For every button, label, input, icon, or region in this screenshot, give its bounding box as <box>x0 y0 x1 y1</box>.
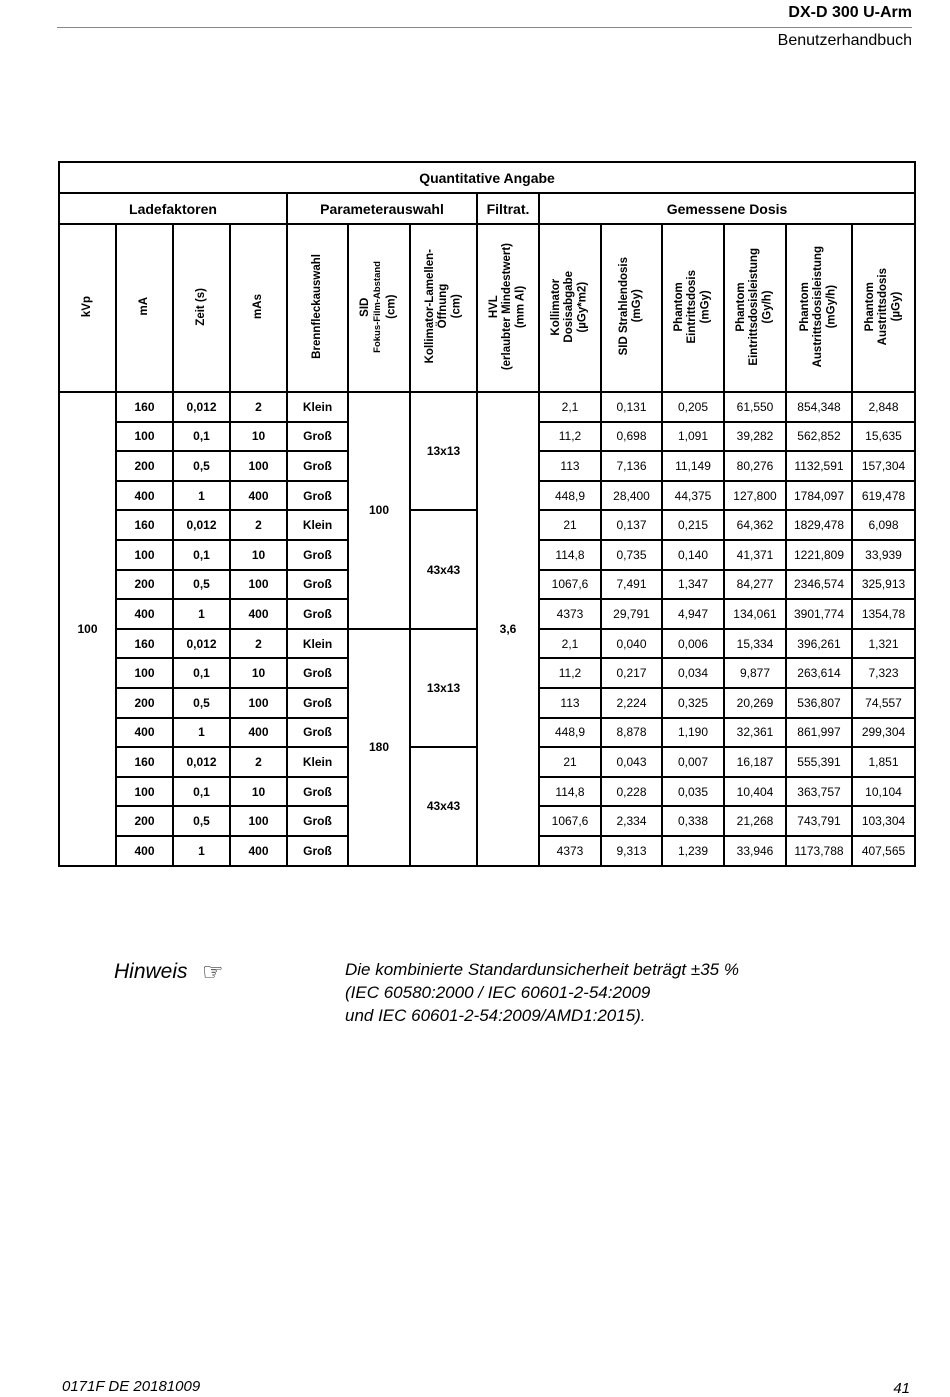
cell-kvp: 100 <box>59 392 116 866</box>
cell-hvl: 3,6 <box>477 392 539 866</box>
col-sid-strahlendosis: SID Strahlendosis (mGy) <box>601 224 662 392</box>
cell-kollimator-dosisabgabe: 4373 <box>539 836 601 866</box>
cell-brennfleck: Klein <box>287 629 348 659</box>
cell-ma: 100 <box>116 422 173 452</box>
cell-mas: 10 <box>230 422 287 452</box>
cell-zeit: 0,1 <box>173 422 230 452</box>
cell-brennfleck: Klein <box>287 747 348 777</box>
cell-ma: 400 <box>116 836 173 866</box>
cell-phantom-austrittsdosis: 407,565 <box>852 836 915 866</box>
cell-mas: 400 <box>230 718 287 748</box>
cell-phantom-eintrittsdosisleistung: 127,800 <box>724 481 786 511</box>
cell-sid-strahlendosis: 7,136 <box>601 451 662 481</box>
cell-phantom-eintrittsdosis: 1,190 <box>662 718 724 748</box>
cell-zeit: 0,1 <box>173 658 230 688</box>
cell-sid: 180 <box>348 629 410 866</box>
cell-phantom-eintrittsdosisleistung: 41,371 <box>724 540 786 570</box>
cell-phantom-austrittsdosisleistung: 396,261 <box>786 629 852 659</box>
cell-phantom-austrittsdosisleistung: 1221,809 <box>786 540 852 570</box>
cell-mas: 100 <box>230 570 287 600</box>
group-gemessene-dosis: Gemessene Dosis <box>539 193 915 224</box>
cell-phantom-austrittsdosis: 6,098 <box>852 510 915 540</box>
page-number: 41 <box>893 1380 910 1397</box>
cell-kollimator: 43x43 <box>410 510 477 628</box>
cell-mas: 10 <box>230 777 287 807</box>
col-phantom-austrittsdosis: Phantom Austrittsdosis (µGy) <box>852 224 915 392</box>
cell-zeit: 1 <box>173 718 230 748</box>
cell-brennfleck: Groß <box>287 451 348 481</box>
cell-phantom-austrittsdosisleistung: 562,852 <box>786 422 852 452</box>
cell-phantom-eintrittsdosisleistung: 9,877 <box>724 658 786 688</box>
cell-sid-strahlendosis: 0,228 <box>601 777 662 807</box>
cell-phantom-eintrittsdosisleistung: 33,946 <box>724 836 786 866</box>
cell-ma: 160 <box>116 392 173 422</box>
col-phantom-austrittsdosisleistung: Phantom Austrittsdosisleistung (mGy/h) <box>786 224 852 392</box>
cell-phantom-austrittsdosis: 157,304 <box>852 451 915 481</box>
group-ladefaktoren: Ladefaktoren <box>59 193 287 224</box>
cell-brennfleck: Groß <box>287 718 348 748</box>
cell-ma: 200 <box>116 451 173 481</box>
cell-phantom-eintrittsdosis: 1,347 <box>662 570 724 600</box>
col-kvp: kVp <box>59 224 116 392</box>
cell-brennfleck: Groß <box>287 540 348 570</box>
cell-mas: 400 <box>230 836 287 866</box>
cell-phantom-austrittsdosis: 10,104 <box>852 777 915 807</box>
cell-brennfleck: Groß <box>287 599 348 629</box>
cell-mas: 10 <box>230 540 287 570</box>
cell-zeit: 1 <box>173 481 230 511</box>
cell-zeit: 0,012 <box>173 629 230 659</box>
cell-zeit: 1 <box>173 599 230 629</box>
col-phantom-eintrittsdosis: Phantom Eintrittsdosis (mGy) <box>662 224 724 392</box>
cell-phantom-eintrittsdosis: 4,947 <box>662 599 724 629</box>
cell-phantom-austrittsdosis: 299,304 <box>852 718 915 748</box>
cell-ma: 160 <box>116 629 173 659</box>
col-kollimator: Kollimator-Lamellen- Öffnung (cm) <box>410 224 477 392</box>
cell-phantom-eintrittsdosis: 1,239 <box>662 836 724 866</box>
group-parameterauswahl: Parameterauswahl <box>287 193 477 224</box>
cell-kollimator-dosisabgabe: 21 <box>539 510 601 540</box>
cell-mas: 400 <box>230 481 287 511</box>
cell-phantom-austrittsdosisleistung: 2346,574 <box>786 570 852 600</box>
cell-phantom-austrittsdosisleistung: 555,391 <box>786 747 852 777</box>
table-row <box>59 392 915 422</box>
cell-phantom-eintrittsdosis: 0,007 <box>662 747 724 777</box>
cell-kollimator-dosisabgabe: 21 <box>539 747 601 777</box>
cell-kollimator: 13x13 <box>410 392 477 510</box>
cell-sid-strahlendosis: 0,698 <box>601 422 662 452</box>
cell-phantom-eintrittsdosis: 11,149 <box>662 451 724 481</box>
cell-sid-strahlendosis: 29,791 <box>601 599 662 629</box>
footer-doc-id: 0171F DE 20181009 <box>62 1378 201 1395</box>
col-ma: mA <box>116 224 173 392</box>
cell-ma: 400 <box>116 718 173 748</box>
cell-phantom-austrittsdosis: 1,321 <box>852 629 915 659</box>
dose-table <box>58 161 916 867</box>
header-divider <box>57 27 912 28</box>
cell-phantom-austrittsdosis: 1,851 <box>852 747 915 777</box>
note-line: Die kombinierte Standardunsicherheit beträgt ±35 % <box>345 960 739 979</box>
cell-phantom-austrittsdosis: 15,635 <box>852 422 915 452</box>
cell-phantom-austrittsdosisleistung: 363,757 <box>786 777 852 807</box>
cell-mas: 2 <box>230 629 287 659</box>
cell-zeit: 0,5 <box>173 570 230 600</box>
cell-mas: 2 <box>230 392 287 422</box>
cell-phantom-eintrittsdosis: 0,205 <box>662 392 724 422</box>
cell-kollimator-dosisabgabe: 4373 <box>539 599 601 629</box>
cell-phantom-eintrittsdosisleistung: 61,550 <box>724 392 786 422</box>
cell-kollimator-dosisabgabe: 113 <box>539 688 601 718</box>
cell-mas: 100 <box>230 688 287 718</box>
cell-phantom-austrittsdosisleistung: 861,997 <box>786 718 852 748</box>
cell-phantom-eintrittsdosisleistung: 16,187 <box>724 747 786 777</box>
cell-sid-strahlendosis: 0,043 <box>601 747 662 777</box>
cell-mas: 2 <box>230 747 287 777</box>
cell-mas: 2 <box>230 510 287 540</box>
cell-sid-strahlendosis: 0,137 <box>601 510 662 540</box>
cell-phantom-austrittsdosis: 103,304 <box>852 806 915 836</box>
cell-sid-strahlendosis: 0,735 <box>601 540 662 570</box>
col-mas: mAs <box>230 224 287 392</box>
cell-phantom-eintrittsdosisleistung: 20,269 <box>724 688 786 718</box>
cell-brennfleck: Klein <box>287 510 348 540</box>
note-line: und IEC 60601-2-54:2009/AMD1:2015). <box>345 1006 646 1025</box>
cell-phantom-austrittsdosisleistung: 3901,774 <box>786 599 852 629</box>
col-sid: SID Fokus-Film-Abstand (cm) <box>348 224 410 392</box>
cell-phantom-austrittsdosis: 7,323 <box>852 658 915 688</box>
cell-phantom-austrittsdosisleistung: 263,614 <box>786 658 852 688</box>
cell-zeit: 0,1 <box>173 777 230 807</box>
cell-sid-strahlendosis: 0,217 <box>601 658 662 688</box>
cell-phantom-eintrittsdosis: 0,325 <box>662 688 724 718</box>
cell-phantom-eintrittsdosisleistung: 10,404 <box>724 777 786 807</box>
col-phantom-eintrittsdosisleistung: Phantom Eintrittsdosisleistung (Gy/h) <box>724 224 786 392</box>
cell-phantom-austrittsdosis: 325,913 <box>852 570 915 600</box>
cell-mas: 400 <box>230 599 287 629</box>
cell-kollimator-dosisabgabe: 11,2 <box>539 658 601 688</box>
cell-phantom-eintrittsdosis: 1,091 <box>662 422 724 452</box>
cell-phantom-austrittsdosis: 74,557 <box>852 688 915 718</box>
note-text <box>345 958 739 1027</box>
cell-zeit: 0,012 <box>173 747 230 777</box>
cell-kollimator-dosisabgabe: 2,1 <box>539 392 601 422</box>
table-title: Quantitative Angabe <box>59 162 915 193</box>
cell-brennfleck: Groß <box>287 481 348 511</box>
cell-phantom-eintrittsdosis: 0,035 <box>662 777 724 807</box>
cell-phantom-eintrittsdosis: 0,140 <box>662 540 724 570</box>
cell-kollimator: 13x13 <box>410 629 477 747</box>
cell-zeit: 1 <box>173 836 230 866</box>
cell-kollimator-dosisabgabe: 114,8 <box>539 540 601 570</box>
col-zeit: Zeit (s) <box>173 224 230 392</box>
cell-brennfleck: Groß <box>287 658 348 688</box>
col-kollimator-dosisabgabe: Kollimator Dosisabgabe (µGy*m2) <box>539 224 601 392</box>
cell-phantom-eintrittsdosisleistung: 21,268 <box>724 806 786 836</box>
cell-brennfleck: Groß <box>287 777 348 807</box>
cell-ma: 400 <box>116 599 173 629</box>
cell-zeit: 0,012 <box>173 392 230 422</box>
cell-phantom-eintrittsdosisleistung: 64,362 <box>724 510 786 540</box>
document-title: DX-D 300 U-Arm <box>788 4 912 21</box>
cell-phantom-eintrittsdosisleistung: 134,061 <box>724 599 786 629</box>
cell-brennfleck: Groß <box>287 422 348 452</box>
cell-sid-strahlendosis: 8,878 <box>601 718 662 748</box>
cell-phantom-austrittsdosisleistung: 1132,591 <box>786 451 852 481</box>
cell-kollimator-dosisabgabe: 114,8 <box>539 777 601 807</box>
cell-phantom-eintrittsdosisleistung: 84,277 <box>724 570 786 600</box>
cell-sid-strahlendosis: 9,313 <box>601 836 662 866</box>
cell-ma: 200 <box>116 570 173 600</box>
cell-zeit: 0,1 <box>173 540 230 570</box>
cell-phantom-eintrittsdosis: 44,375 <box>662 481 724 511</box>
cell-ma: 200 <box>116 688 173 718</box>
cell-phantom-austrittsdosisleistung: 743,791 <box>786 806 852 836</box>
cell-brennfleck: Klein <box>287 392 348 422</box>
cell-mas: 100 <box>230 451 287 481</box>
cell-brennfleck: Groß <box>287 688 348 718</box>
cell-phantom-eintrittsdosis: 0,215 <box>662 510 724 540</box>
cell-phantom-eintrittsdosis: 0,338 <box>662 806 724 836</box>
cell-kollimator-dosisabgabe: 11,2 <box>539 422 601 452</box>
pointing-hand-icon: ☞ <box>202 959 224 986</box>
cell-mas: 10 <box>230 658 287 688</box>
col-brennfleck: Brennfleckauswahl <box>287 224 348 392</box>
cell-phantom-austrittsdosisleistung: 1784,097 <box>786 481 852 511</box>
col-hvl: HVL (erlaubter Mindestwert) (mm Al) <box>477 224 539 392</box>
cell-ma: 160 <box>116 747 173 777</box>
cell-ma: 100 <box>116 777 173 807</box>
cell-brennfleck: Groß <box>287 806 348 836</box>
cell-phantom-austrittsdosis: 619,478 <box>852 481 915 511</box>
cell-phantom-eintrittsdosisleistung: 32,361 <box>724 718 786 748</box>
cell-kollimator-dosisabgabe: 2,1 <box>539 629 601 659</box>
cell-zeit: 0,5 <box>173 806 230 836</box>
cell-phantom-eintrittsdosis: 0,034 <box>662 658 724 688</box>
cell-kollimator-dosisabgabe: 1067,6 <box>539 570 601 600</box>
cell-phantom-austrittsdosis: 33,939 <box>852 540 915 570</box>
cell-brennfleck: Groß <box>287 570 348 600</box>
cell-phantom-austrittsdosis: 1354,78 <box>852 599 915 629</box>
group-filtrat: Filtrat. <box>477 193 539 224</box>
cell-zeit: 0,5 <box>173 688 230 718</box>
cell-phantom-austrittsdosisleistung: 536,807 <box>786 688 852 718</box>
note-label: Hinweis <box>114 960 188 983</box>
note-line: (IEC 60580:2000 / IEC 60601-2-54:2009 <box>345 983 651 1002</box>
cell-kollimator: 43x43 <box>410 747 477 865</box>
cell-sid-strahlendosis: 7,491 <box>601 570 662 600</box>
cell-zeit: 0,012 <box>173 510 230 540</box>
cell-kollimator-dosisabgabe: 448,9 <box>539 481 601 511</box>
cell-sid-strahlendosis: 2,334 <box>601 806 662 836</box>
cell-ma: 100 <box>116 540 173 570</box>
cell-sid-strahlendosis: 0,040 <box>601 629 662 659</box>
cell-sid-strahlendosis: 0,131 <box>601 392 662 422</box>
cell-sid: 100 <box>348 392 410 629</box>
cell-phantom-eintrittsdosisleistung: 39,282 <box>724 422 786 452</box>
cell-phantom-austrittsdosisleistung: 1829,478 <box>786 510 852 540</box>
cell-ma: 100 <box>116 658 173 688</box>
document-subtitle: Benutzerhandbuch <box>777 32 912 49</box>
cell-phantom-austrittsdosis: 2,848 <box>852 392 915 422</box>
cell-phantom-eintrittsdosisleistung: 15,334 <box>724 629 786 659</box>
cell-kollimator-dosisabgabe: 1067,6 <box>539 806 601 836</box>
cell-kollimator-dosisabgabe: 113 <box>539 451 601 481</box>
cell-ma: 160 <box>116 510 173 540</box>
cell-brennfleck: Groß <box>287 836 348 866</box>
cell-ma: 400 <box>116 481 173 511</box>
cell-phantom-austrittsdosisleistung: 1173,788 <box>786 836 852 866</box>
cell-mas: 100 <box>230 806 287 836</box>
cell-kollimator-dosisabgabe: 448,9 <box>539 718 601 748</box>
cell-phantom-eintrittsdosis: 0,006 <box>662 629 724 659</box>
cell-phantom-austrittsdosisleistung: 854,348 <box>786 392 852 422</box>
cell-zeit: 0,5 <box>173 451 230 481</box>
cell-sid-strahlendosis: 2,224 <box>601 688 662 718</box>
cell-sid-strahlendosis: 28,400 <box>601 481 662 511</box>
cell-phantom-eintrittsdosisleistung: 80,276 <box>724 451 786 481</box>
cell-ma: 200 <box>116 806 173 836</box>
